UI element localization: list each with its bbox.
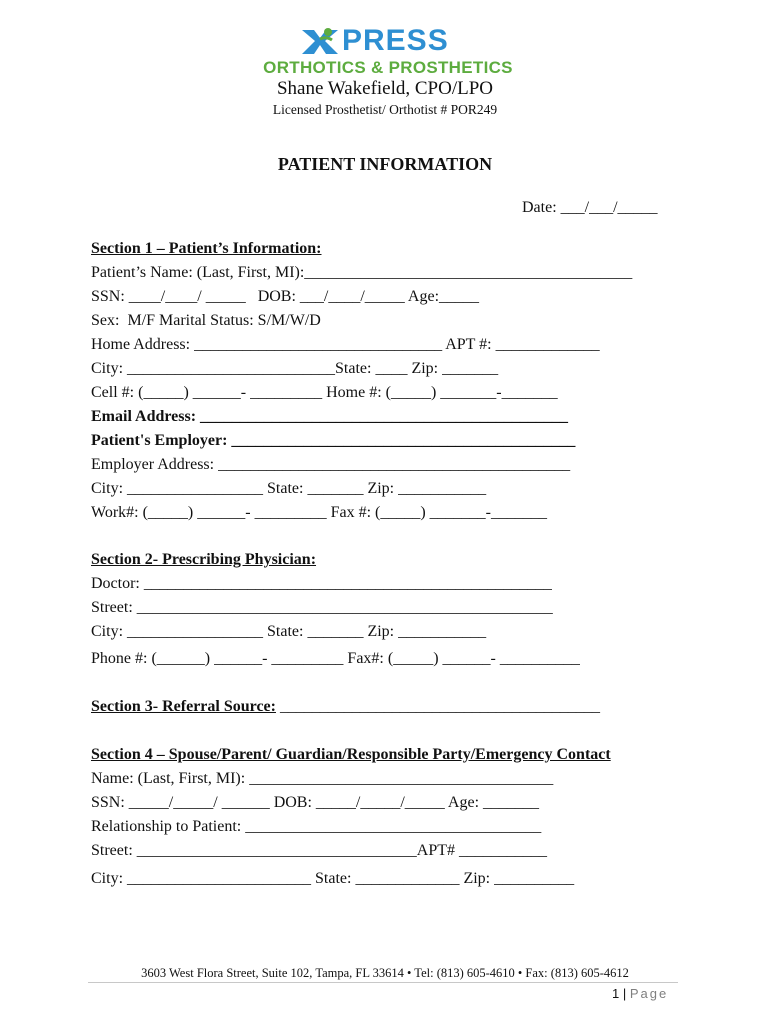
referral-source-row: [91, 697, 600, 717]
ssn-dob-age-field[interactable]: SSN: ____/____/ _____ DOB: ___/____/_____ Age:_____: [91, 288, 480, 305]
employer-address-field[interactable]: Employer Address: ____________________________________________: [91, 456, 571, 473]
page-separator: |: [619, 986, 630, 1001]
section4-heading: Section 4 – Spouse/Parent/ Guardian/Responsible Party/Emergency Contact: [91, 746, 611, 763]
page-indicator: [612, 986, 668, 1001]
sex-marital-field[interactable]: Sex: M/F Marital Status: S/M/W/D: [91, 312, 321, 329]
section2-heading: Section 2- Prescribing Physician:: [91, 551, 317, 568]
email-field[interactable]: Email Address: ______________________________________________: [91, 408, 569, 425]
practitioner-name: Shane Wakefield, CPO/LPO: [276, 78, 494, 99]
doctor-city-field[interactable]: City: _________________ State: _______ Zip: ___________: [91, 623, 487, 640]
employer-field[interactable]: Patient's Employer: ___________________________________________: [91, 432, 576, 449]
express-logo: [262, 26, 514, 80]
contact-street-field[interactable]: Street: ___________________________________APT# ___________: [91, 842, 547, 859]
employer-city-field[interactable]: City: _________________ State: _______ Zip: ___________: [91, 480, 487, 497]
logo-top-row: [300, 26, 480, 56]
footer-divider: [88, 982, 678, 983]
contact-name-field[interactable]: Name: (Last, First, MI): ______________________________________: [91, 770, 554, 787]
section1-heading: Section 1 – Patient’s Information:: [91, 240, 322, 257]
work-fax-field[interactable]: Work#: (_____) ______- _________ Fax #: (_____) _______-_______: [91, 504, 548, 521]
page-number: 1: [612, 986, 620, 1001]
logo-top-text: PRESS: [342, 24, 449, 57]
referral-source-field[interactable]: ________________________________________: [275, 698, 600, 715]
page-title: PATIENT INFORMATION: [277, 154, 493, 174]
relationship-field[interactable]: Relationship to Patient: _____________________________________: [91, 818, 542, 835]
doctor-field[interactable]: Doctor: ___________________________________________________: [91, 575, 552, 592]
home-address-field[interactable]: Home Address: _______________________________ APT #: _____________: [91, 336, 600, 353]
cell-home-phone-field[interactable]: Cell #: (_____) ______- _________ Home #: (_____) _______-_______: [91, 384, 558, 401]
contact-city-field[interactable]: City: _______________________ State: _____________ Zip: __________: [91, 870, 575, 887]
date-field[interactable]: Date: ___/___/_____: [522, 199, 658, 216]
doctor-street-field[interactable]: Street: ____________________________________________________: [91, 599, 553, 616]
footer-address: 3603 West Flora Street, Suite 102, Tampa, FL 33614 • Tel: (813) 605-4610 • Fax: (813) 605-4612: [141, 966, 629, 980]
contact-ssn-dob-age-field[interactable]: SSN: _____/_____/ ______ DOB: _____/_____/_____ Age: _______: [91, 794, 540, 811]
city-state-zip-field[interactable]: City: __________________________State: ____ Zip: _______: [91, 360, 499, 377]
doctor-phone-fax-field[interactable]: Phone #: (______) ______- _________ Fax#: (_____) ______- __________: [91, 650, 580, 667]
license-line: Licensed Prosthetist/ Orthotist # POR249: [272, 102, 498, 117]
section3-heading: Section 3- Referral Source:: [91, 698, 276, 715]
page-label: Page: [629, 986, 669, 1001]
logo-x-figure-icon: [300, 26, 340, 56]
logo-bottom-text: ORTHOTICS & PROSTHETICS: [263, 58, 513, 77]
patient-name-field[interactable]: Patient’s Name: (Last, First, MI):_________________________________________: [91, 264, 633, 281]
